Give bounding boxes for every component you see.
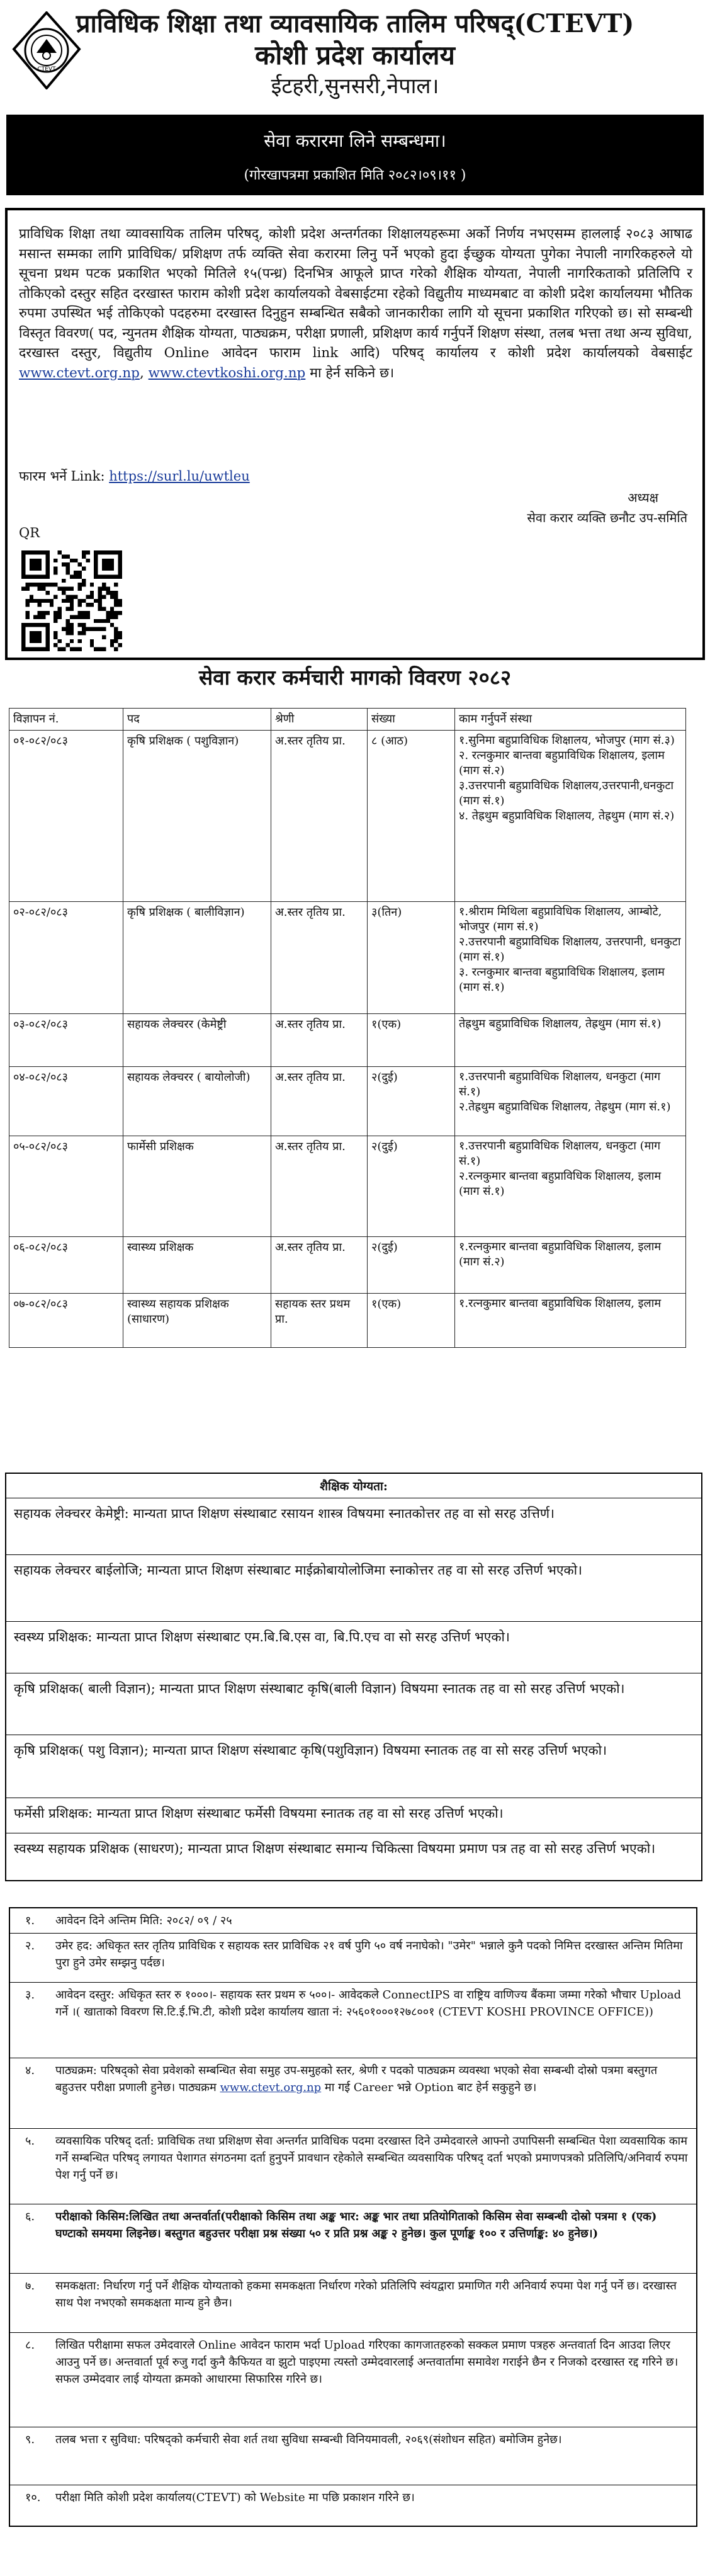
instruction-text: आवेदन दस्तुर: अधिकृत स्तर रु १०००।- सहायक स्तर प्रथम रु ५००।- आवेदकले ConnectIPS वा राष्ट्रिय वाणिज्य बैंकमा जम्मा गरेको भौचार Upload गर्ने ।( खाताको विवरण सि.टि.ई.भि.टी, कोशी प्रदेश कार्यालय खाता नं: २५६०१०००१२७८००१ (CTEVT KOSHI PROVINCE OFFICE)) xyxy=(55,1988,682,2019)
institution: २. रत्नकुमार बान्तवा बहुप्राविधिक शिक्षालय, इलाम (माग सं.२) xyxy=(459,749,665,777)
post-level: अ.स्तर तृतिय प्रा. xyxy=(271,1067,368,1136)
instruction-text: समकक्षता: निर्धारण गर्नु पर्ने शैक्षिक योग्यताको हकमा समकक्षता निर्धारण गरेको प्रतिलिपि स्वंयद्वारा प्रमाणित गरी अनिवार्य रुपमा पेश गर्नु पर्ने छ। दरखास्त साथ पेश नभएको समकक्षता मान्य हुने छैन। xyxy=(55,2279,677,2310)
instruction-item xyxy=(10,1934,696,1983)
qualification-item: कृषि प्रशिक्षक( पशु विज्ञान); मान्यता प्राप्त शिक्षण संस्थाबाट कृषि(पशुविज्ञान) विषयमा स्नातक तह वा सो सरह उत्तिर्ण भएको। xyxy=(6,1735,701,1798)
institution: ४. तेह्रथुम बहुप्राविधिक शिक्षालय, तेह्रथुम (माग सं.२) xyxy=(459,809,675,823)
instruction-text: उमेर हद: अधिकृत स्तर तृतिय प्राविधिक र सहायक स्तर प्राविधिक २१ वर्ष पुगि ५० वर्ष ननाघेको। "उमेर" भन्नाले कुनै पदको निमित्त दरखास्त अन्तिम मितिमा पुरा हुने उमेर सम्झनु पर्दछ। xyxy=(55,1939,683,1969)
instruction-item xyxy=(10,1908,696,1934)
post-level: अ.स्तर तृतिय प्रा. xyxy=(271,1136,368,1237)
instruction-number: २. xyxy=(25,1939,35,1952)
instruction-item xyxy=(10,2058,696,2129)
institution: २.रत्नकुमार बान्तवा बहुप्राविधिक शिक्षालय, इलाम (माग सं.१) xyxy=(459,1170,662,1198)
form-link-line xyxy=(19,467,250,485)
ad-no: ०१-०८२/०८३ xyxy=(9,731,123,902)
col-count: संख्या xyxy=(368,709,455,731)
notice-paragraph xyxy=(19,224,692,383)
col-ad-no: विज्ञापन नं. xyxy=(9,709,123,731)
instruction-number: ५. xyxy=(25,2134,35,2148)
instruction-number: ६. xyxy=(25,2210,35,2223)
institution-list xyxy=(455,1294,686,1348)
post-name: फार्मेसी प्रशिक्षक xyxy=(123,1136,271,1237)
institution: १.सुनिमा बहुप्राविधिक शिक्षालय, भोजपुर (माग सं.३) xyxy=(459,734,675,747)
post-count: २(दुई) xyxy=(368,1136,455,1237)
council-name: प्राविधिक शिक्षा तथा व्यावसायिक तालिम परिषद्(CTEVT) xyxy=(76,9,634,38)
instruction-text: तलब भत्ता र सुविधा: परिषद्को कर्मचारी सेवा शर्त तथा सुविधा सम्बन्धी विनियमावली, २०६९(संशोधन सहित) बमोजिम हुनेछ। xyxy=(55,2433,562,2446)
institution: २.उत्तरपानी बहुप्राविधिक शिक्षालय, उत्तरपानी, धनकुटा (माग सं.१) xyxy=(459,935,681,964)
instructions-box xyxy=(9,1907,697,2527)
post-name: स्वास्थ्य प्रशिक्षक xyxy=(123,1237,271,1294)
qr-code[interactable] xyxy=(21,550,122,651)
institution: १.उत्तरपानी बहुप्राविधिक शिक्षालय, धनकुटा (माग सं.१) xyxy=(459,1139,661,1168)
institution-list xyxy=(455,731,686,902)
post-level: सहायक स्तर प्रथम प्रा. xyxy=(271,1294,368,1348)
institution: २.तेह्रथुम बहुप्राविधिक शिक्षालय, तेह्रथुम (माग सं.१) xyxy=(459,1100,671,1114)
instruction-number: ७. xyxy=(25,2279,35,2293)
instruction-number: ९. xyxy=(25,2433,35,2446)
post-name: सहायक लेक्चरर (केमेष्ट्री xyxy=(123,1014,271,1067)
instruction-text: लिखित परीक्षामा सफल उमेदवारले Online आवेदन फाराम भर्दा Upload गरिएका कागजातहरुको सक्कल प्रमाण पत्रहरु अन्तवार्ता दिन आउदा लिएर आउनु पर्ने छ। अन्तवार्ता पूर्व रुजु गर्दा कुनै कैफियत वा झुटो पाइएमा त्यस्तो उम्मेदवारलाई अन्तवार्तामा समावेश गराईने छैन र निजको दरखास्त रद्द गरिने छ। सफल उम्मेदवार लाई योग्यता क्रमको आधारमा सिफारिस गरिने छ। xyxy=(55,2339,679,2386)
instruction-item xyxy=(10,2427,696,2485)
col-level: श्रेणी xyxy=(271,709,368,731)
instruction-item xyxy=(10,2333,696,2427)
ad-no: ०७-०८२/०८३ xyxy=(9,1294,123,1348)
instruction-item xyxy=(10,2129,696,2204)
syllabus-text-start: पाठ्यक्रम: परिषद्को सेवा प्रवेशको सम्बन्धित सेवा समुह उप-समुहको स्तर, श्रेणी र पदको पाठ्यक्रम व्यवस्था भएको सेवा सम्बन्धी दोस्रो पत्रमा बस्तुगत बहुउत्तर परीक्षा प्रणाली हुनेछ। पाठ्यक्रम xyxy=(55,2064,658,2094)
ad-no: ०४-०८२/०८३ xyxy=(9,1067,123,1136)
institution: १.रत्नकुमार बान्तवा बहुप्राविधिक शिक्षालय, इलाम (माग सं.२) xyxy=(459,1240,662,1268)
ad-no: ०५-०८२/०८३ xyxy=(9,1136,123,1237)
ad-no: ०३-०८२/०८३ xyxy=(9,1014,123,1067)
banner-title: सेवा करारमा लिने सम्बन्धमा। xyxy=(264,130,446,151)
instruction-text: आवेदन दिने अन्तिम मिति: २०८२/ ०९ / २५ xyxy=(55,1914,232,1927)
syllabus-text-end: मा गई Career भन्ने Option बाट हेर्न सकुहुने छ। xyxy=(321,2081,537,2094)
instruction-number: १. xyxy=(25,1914,35,1927)
institution-list xyxy=(455,1067,686,1136)
instruction-text: व्यवसायिक परिषद् दर्ता: प्राविधिक तथा प्रशिक्षण सेवा अन्तर्गत प्राविधिक पदमा दरखास्त दिने उम्मेदवारले आफ्नो उपापिसनी सम्बन्धित पेशा व्यवसायिक काम गर्ने सम्बन्धित परिषद् लगायत पेशागत संगठनमा दर्ता हुनुपर्ने प्रावधान रहेकोले सम्बन्धित व्यवसायिक परिषद् दर्ता भएको प्रमाणपत्रको प्रतिलिपि/अनिवार्य रुपमा पेश गर्नु पर्ने छ। xyxy=(55,2134,688,2182)
col-institution: काम गर्नुपर्ने संस्था xyxy=(455,709,686,731)
institution: १.रत्नकुमार बान्तवा बहुप्राविधिक शिक्षालय, इलाम xyxy=(459,1297,662,1310)
post-count: १(एक) xyxy=(368,1294,455,1348)
instruction-text: परीक्षा मिति कोशी प्रदेश कार्यालय(CTEVT) को Website मा पछि प्रकाशन गरिने छ। xyxy=(55,2491,415,2504)
vacancy-table xyxy=(9,708,686,1348)
syllabus-link[interactable]: www.ctevt.org.np xyxy=(220,2081,322,2094)
post-name: स्वास्थ्य सहायक प्रशिक्षक (साधारण) xyxy=(123,1294,271,1348)
qualification-item: कृषि प्रशिक्षक( बाली विज्ञान); मान्यता प्राप्त शिक्षण संस्थाबाट कृषि(बाली विज्ञान) विषयमा स्नातक तह वा सो सरह उत्तिर्ण भएको। xyxy=(6,1673,701,1735)
page-header xyxy=(0,0,710,101)
form-link-label: फारम भर्ने Link: xyxy=(19,469,110,484)
instruction-text: परीक्षाको किसिम:लिखित तथा अन्तर्वार्ता(परीक्षाको किसिम तथा अङ्क भार: अङ्क भार तथा प्रतियोगिताको किसिम सेवा सम्बन्धी दोस्रो पत्रमा १ (एक) घण्टाको समयमा लिइनेछ। बस्तुगत बहुउत्तर परीक्षा प्रश्न संख्या ५० र प्रति प्रश्न अङ्क २ हुनेछ। कुल पूर्णाङ्क १०० र उत्तिर्णाङ्क: ४० हुनेछ।) xyxy=(55,2210,657,2240)
notice-banner xyxy=(6,115,704,195)
qualification-item: फर्मेसी प्रशिक्षक: मान्यता प्राप्त शिक्षण संस्थाबाट फर्मेसी विषयमा स्नातक तह वा सो सरह उत्तिर्ण भएको। xyxy=(6,1798,701,1833)
logo-text: CTEVT xyxy=(37,66,56,72)
office-name: कोशी प्रदेश कार्यालय xyxy=(255,40,455,71)
signatory-title: अध्यक्ष xyxy=(628,490,658,505)
instruction-item xyxy=(10,2485,696,2526)
comma: , xyxy=(139,365,149,381)
notice-box xyxy=(5,208,705,660)
post-level: अ.स्तर तृतिय प्रा. xyxy=(271,1237,368,1294)
instruction-number: ८. xyxy=(25,2339,35,2352)
qualifications-box xyxy=(5,1473,702,1881)
post-level: अ.स्तर तृतिय प्रा. xyxy=(271,731,368,902)
table-row xyxy=(9,1014,686,1067)
qualifications-title: शैक्षिक योग्यता: xyxy=(6,1474,701,1498)
post-count: २(दुई) xyxy=(368,1237,455,1294)
post-count: ८ (आठ) xyxy=(368,731,455,902)
instruction-number: ३. xyxy=(25,1988,35,2002)
banner-subtitle: (गोरखापत्रमा प्रकाशित मिति २०८२।०९।११ ) xyxy=(244,168,466,183)
post-count: ३(तिन) xyxy=(368,902,455,1014)
institution-list xyxy=(455,902,686,1014)
institution: १.उत्तरपानी बहुप्राविधिक शिक्षालय, धनकुटा (माग सं.१) xyxy=(459,1070,661,1098)
col-post: पद xyxy=(123,709,271,731)
post-name: कृषि प्रशिक्षक ( पशुविज्ञान) xyxy=(123,731,271,902)
table-row xyxy=(9,1136,686,1237)
qualification-item: सहायक लेक्चरर केमेष्ट्री: मान्यता प्राप्त शिक्षण संस्थाबाट रसायन शास्त्र विषयमा स्नातकोत्तर तह वा सो सरह उत्तिर्ण। xyxy=(6,1498,701,1555)
post-level: अ.स्तर तृतिय प्रा. xyxy=(271,902,368,1014)
instruction-number: ४. xyxy=(25,2064,35,2077)
table-row xyxy=(9,1067,686,1136)
institution: ३.उत्तरपानी बहुप्राविधिक शिक्षालय,उत्तरपानी,धनकुटा (माग सं.१) xyxy=(459,779,674,807)
ad-no: ०२-०८२/०८३ xyxy=(9,902,123,1014)
post-level: अ.स्तर तृतिय प्रा. xyxy=(271,1014,368,1067)
ad-no: ०६-०८२/०८३ xyxy=(9,1237,123,1294)
table-title: सेवा करार कर्मचारी मागको विवरण २०८२ xyxy=(198,665,512,690)
qualification-item: स्वस्थ्य प्रशिक्षक: मान्यता प्राप्त शिक्षण संस्थाबाट एम.बि.बि.एस वा, बि.पि.एच वा सो सरह उत्तिर्ण भएको। xyxy=(6,1622,701,1673)
table-row xyxy=(9,902,686,1014)
signatory-committee: सेवा करार व्यक्ति छनौट उप-समिति xyxy=(527,510,687,525)
qualification-item: स्वस्थ्य सहायक प्रशिक्षक (साधरण); मान्यता प्राप्त शिक्षण संस्थाबाट समान्य चिकित्सा विषयमा प्रमाण पत्र तह वा सो सरह उत्तिर्ण भएको। xyxy=(14,1841,656,1856)
qr-label: QR xyxy=(19,525,40,540)
institution-list xyxy=(455,1136,686,1237)
instruction-item xyxy=(10,2204,696,2274)
table-header-row xyxy=(9,709,686,731)
website-link-koshi[interactable]: www.ctevtkoshi.org.np xyxy=(148,365,306,381)
institution-list xyxy=(455,1237,686,1294)
post-count: १(एक) xyxy=(368,1014,455,1067)
institution-list xyxy=(455,1014,686,1067)
form-link[interactable]: https://surl.lu/uwtleu xyxy=(109,469,250,484)
table-row xyxy=(9,731,686,902)
office-address: ईटहरी,सुनसरी,नेपाल। xyxy=(271,74,439,99)
instruction-item xyxy=(10,1983,696,2058)
website-link-ctevt[interactable]: www.ctevt.org.np xyxy=(19,365,140,381)
instruction-number: १०. xyxy=(25,2491,41,2504)
qualification-item: सहायक लेक्चरर बाईलोजि; मान्यता प्राप्त शिक्षण संस्थाबाट माईक्रोबायोलोजिमा स्नाकोत्तर तह वा सो सरह उत्तिर्ण भएको। xyxy=(6,1555,701,1622)
institution: तेह्रथुम बहुप्राविधिक शिक्षालय, तेह्रथुम (माग सं.१) xyxy=(459,1017,662,1030)
table-row xyxy=(9,1294,686,1348)
post-name: सहायक लेक्चरर ( बायोलोजी) xyxy=(123,1067,271,1136)
post-name: कृषि प्रशिक्षक ( बालीविज्ञान) xyxy=(123,902,271,1014)
instruction-text xyxy=(55,2062,691,2122)
notice-text-start: प्राविधिक शिक्षा तथा व्यावसायिक तालिम परिषद्, कोशी प्रदेश अन्तर्गतका शिक्षालयहरूमा अर्को निर्णय नभएसम्म हाललाई २०८३ आषाढ मसान्त सम्मका लागि प्राविधिक/ प्रशिक्षण तर्फ व्यक्ति सेवा करारमा लिनु पर्ने भएको हुदा ईच्छुक योग्यता पुगेका नेपाली नागरिकहरुले यो सूचना प्रथम पटक प्रकाशित भएको मितिले १५(पन्ध्र) दिनभित्र आफूले प्राप्त गरेको शैक्षिक योग्यता, नेपाली नागरिकताको प्रतिलिपि र तोकिएको दस्तुर सहित दरखास्त फाराम कोशी प्रदेश कार्यालयको वेबसाईटमा रहेको विद्युतीय माध्यमबाट वा कोशी प्रदेश कार्यालयमा भौतिक रुपमा उपस्थित भई तोकिएको पदहरुमा दरखास्त दिनुहुन सम्बन्धित सबैको जानकारीका लागि यो सूचना प्रकाशित गरिएको छ। सो सम्बन्धी विस्तृत विवरण( पद, न्युनतम शैक्षिक योग्यता, पाठ्यक्रम, परीक्षा प्रणाली, प्रशिक्षण कार्य गर्नुपर्ने शिक्षण संस्था, तलब भत्ता तथा अन्य सुविधा, दरखास्त दस्तुर, विद्युतीय Online आवेदन फाराम link आदि) परिषद् कार्यालय र कोशी प्रदेश कार्यालयको वेबसाईट xyxy=(19,226,692,361)
instruction-item xyxy=(10,2274,696,2333)
institution: ३. रत्नकुमार बान्तवा बहुप्राविधिक शिक्षालय, इलाम (माग सं.१) xyxy=(459,966,665,994)
post-count: २(दुई) xyxy=(368,1067,455,1136)
table-row xyxy=(9,1237,686,1294)
institution: १.श्रीराम मिथिला बहुप्राविधिक शिक्षालय, आम्बोटे, भोजपुर (माग सं.१) xyxy=(459,905,662,933)
notice-text-end: मा हेर्न सकिने छ। xyxy=(305,365,395,381)
